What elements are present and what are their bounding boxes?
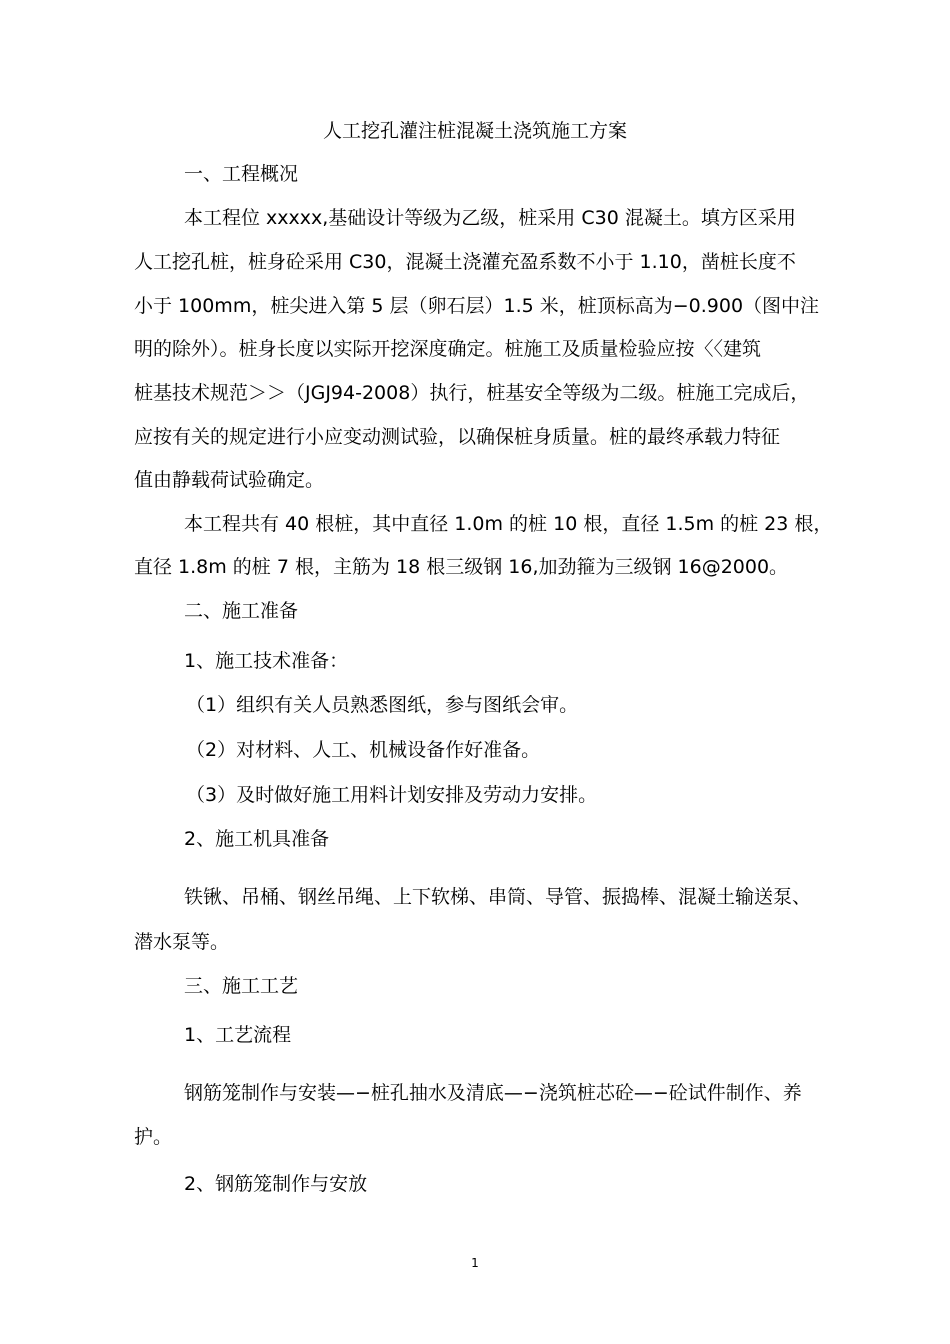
paragraph-line: 护。 (134, 1126, 173, 1148)
paragraph-line: 桩基技术规范＞＞（JGJ94-2008）执行，桩基安全等级为二级。桩施工完成后， (134, 382, 810, 404)
document-title: 人工挖孔灌注桩混凝土浇筑施工方案 (322, 120, 627, 142)
paragraph-line: 潜水泵等。 (134, 931, 230, 953)
paragraph-line: 铁锹、吊桶、钢丝吊绳、上下软梯、串筒、导管、振捣棒、混凝土输送泵、 (184, 886, 812, 908)
subsection-heading: 1、施工技术准备： (184, 650, 349, 672)
page-number: 1 (471, 1256, 479, 1270)
paragraph-line: 直径 1.8m 的桩 7 根，主筋为 18 根三级钢 16,加劲箍为三级钢 16@2000。 (134, 556, 789, 578)
subsection-heading: 2、施工机具准备 (184, 828, 330, 850)
subsection-heading: 2、钢筋笼制作与安放 (184, 1173, 368, 1195)
list-item: （3）及时做好施工用料计划安排及劳动力安排。 (186, 784, 598, 806)
list-item: （1）组织有关人员熟悉图纸，参与图纸会审。 (186, 694, 579, 716)
section-heading: 二、施工准备 (184, 600, 299, 622)
paragraph-line: 本工程共有 40 根桩，其中直径 1.0m 的桩 10 根，直径 1.5m 的桩 23 根， (184, 513, 833, 535)
paragraph-line: 值由静载荷试验确定。 (134, 469, 325, 491)
paragraph-line: 小于 100mm，桩尖进入第 5 层（卵石层）1.5 米，桩顶标高为−0.900（图中注 (134, 295, 820, 317)
list-item: （2）对材料、人工、机械设备作好准备。 (186, 739, 541, 761)
paragraph-line: 明的除外）。桩身长度以实际开挖深度确定。桩施工及质量检验应按〈〈建筑 (134, 338, 762, 360)
paragraph-line: 应按有关的规定进行小应变动测试验，以确保桩身质量。桩的最终承载力特征 (134, 426, 781, 448)
subsection-heading: 1、工艺流程 (184, 1024, 292, 1046)
paragraph-line: 钢筋笼制作与安装—−桩孔抽水及清底—−浇筑桩芯砼—−砼试件制作、养 (184, 1082, 802, 1104)
paragraph-line: 本工程位 xxxxx,基础设计等级为乙级，桩采用 C30 混凝土。填方区采用 (184, 207, 796, 229)
section-heading: 一、工程概况 (184, 163, 299, 185)
section-heading: 三、施工工艺 (184, 975, 299, 997)
paragraph-line: 人工挖孔桩，桩身砼采用 C30，混凝土浇灌充盈系数不小于 1.10，凿桩长度不 (134, 251, 796, 273)
